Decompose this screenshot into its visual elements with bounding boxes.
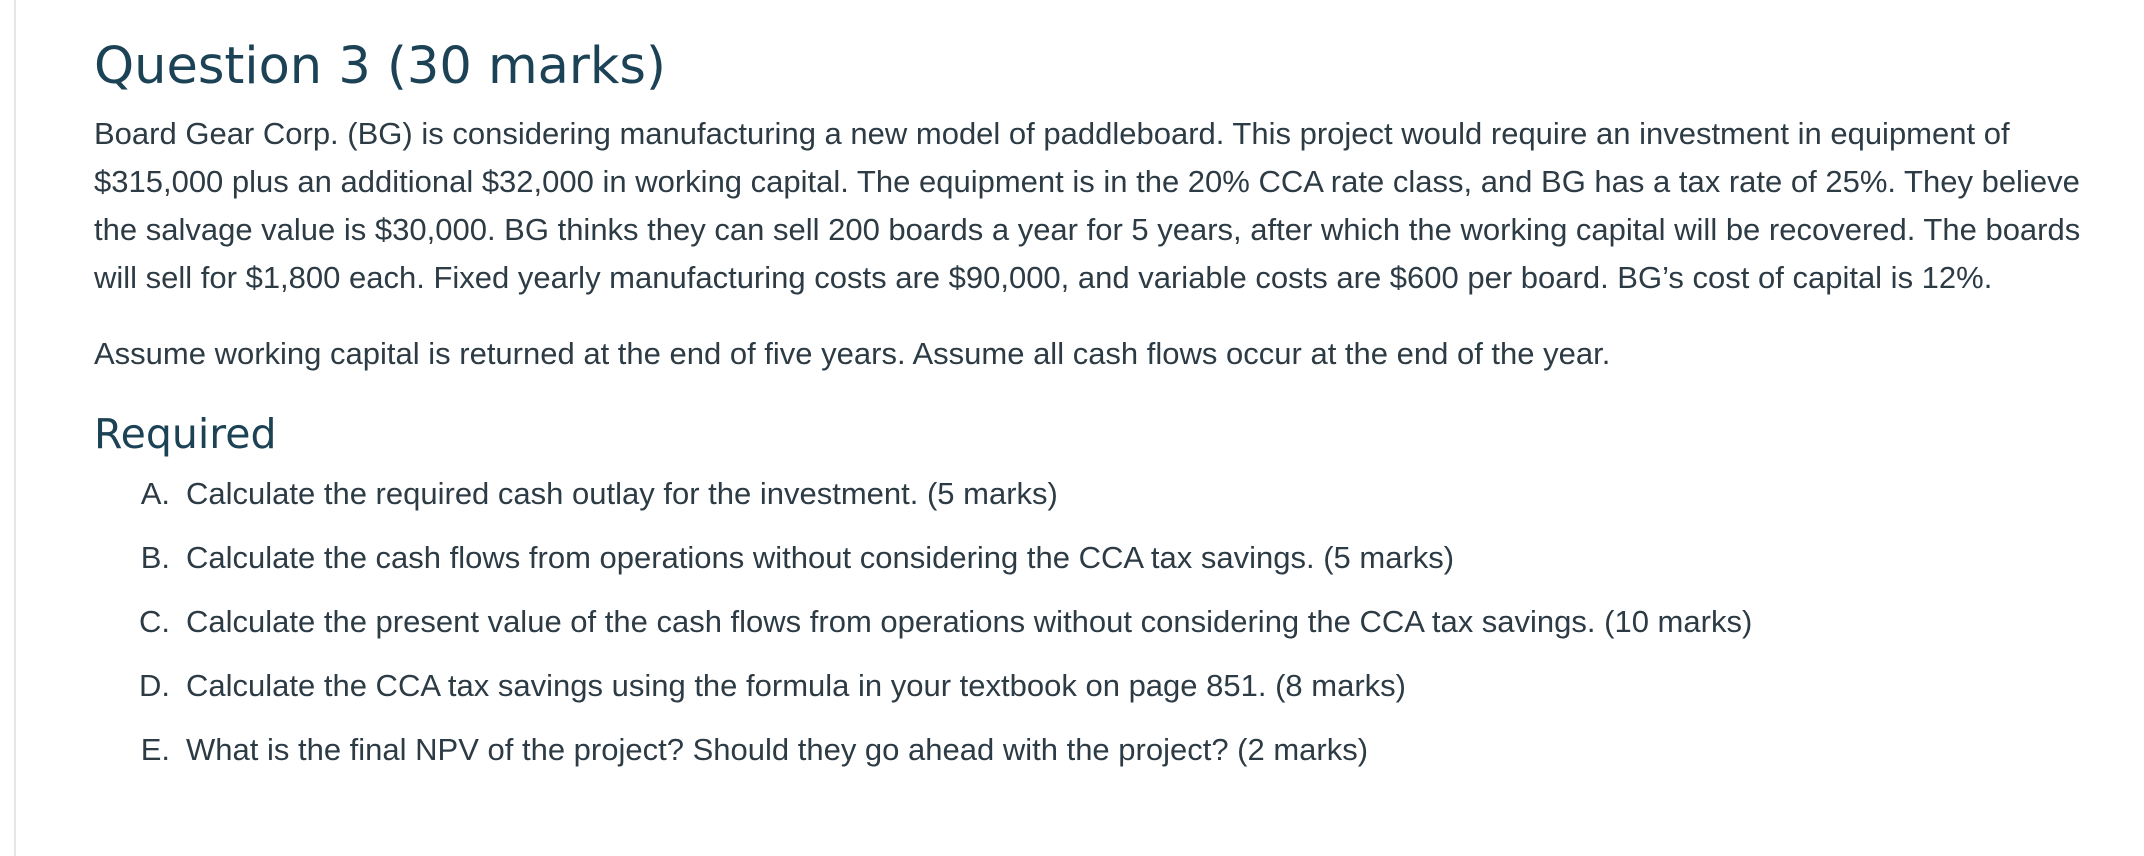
list-item-text: What is the final NPV of the project? Should they go ahead with the project? (2 marks) <box>186 732 1369 767</box>
description-line: the salvage value is $30,000. BG thinks they can sell 200 boards a year for 5 years, after which the working capital will be recovered. The boards <box>94 212 2081 247</box>
description-line: Board Gear Corp. (BG) is considering manufacturing a new model of paddleboard. This project would require an investment in equipment of <box>94 116 2010 151</box>
list-item-text: Calculate the present value of the cash flows from operations without considering the CCA tax savings. (10 marks) <box>186 604 1753 639</box>
description-line: $315,000 plus an additional $32,000 in working capital. The equipment is in the 20% CCA rate class, and BG has a tax rate of 25%. They believe <box>94 164 2080 199</box>
assumptions-paragraph: Assume working capital is returned at the end of five years. Assume all cash flows occur at the end of the year. <box>94 336 1611 371</box>
question-title: Question 3 (30 marks) <box>94 37 666 96</box>
required-item-c <box>94 600 2144 664</box>
problem-description <box>94 110 2144 302</box>
list-item-text: Calculate the required cash outlay for the investment. (5 marks) <box>186 476 1058 511</box>
required-item-d <box>94 664 2144 728</box>
required-item-a <box>94 472 2144 536</box>
list-marker: D. <box>139 668 170 703</box>
list-item-text: Calculate the cash flows from operations without considering the CCA tax savings. (5 marks) <box>186 540 1455 575</box>
required-list <box>94 472 2144 792</box>
question-content <box>94 34 2144 792</box>
list-item-text: Calculate the CCA tax savings using the formula in your textbook on page 851. (8 marks) <box>186 668 1406 703</box>
list-marker: E. <box>140 732 170 767</box>
required-item-b <box>94 536 2144 600</box>
list-marker: B. <box>140 540 170 575</box>
description-line: will sell for $1,800 each. Fixed yearly manufacturing costs are $90,000, and variable costs are $600 per board. BG’s cost of capital is 12%. <box>94 260 1993 295</box>
list-marker: A. <box>140 476 170 511</box>
left-border-divider <box>14 0 16 856</box>
required-heading: Required <box>94 410 277 458</box>
required-item-e <box>94 728 2144 792</box>
list-marker: C. <box>139 604 170 639</box>
